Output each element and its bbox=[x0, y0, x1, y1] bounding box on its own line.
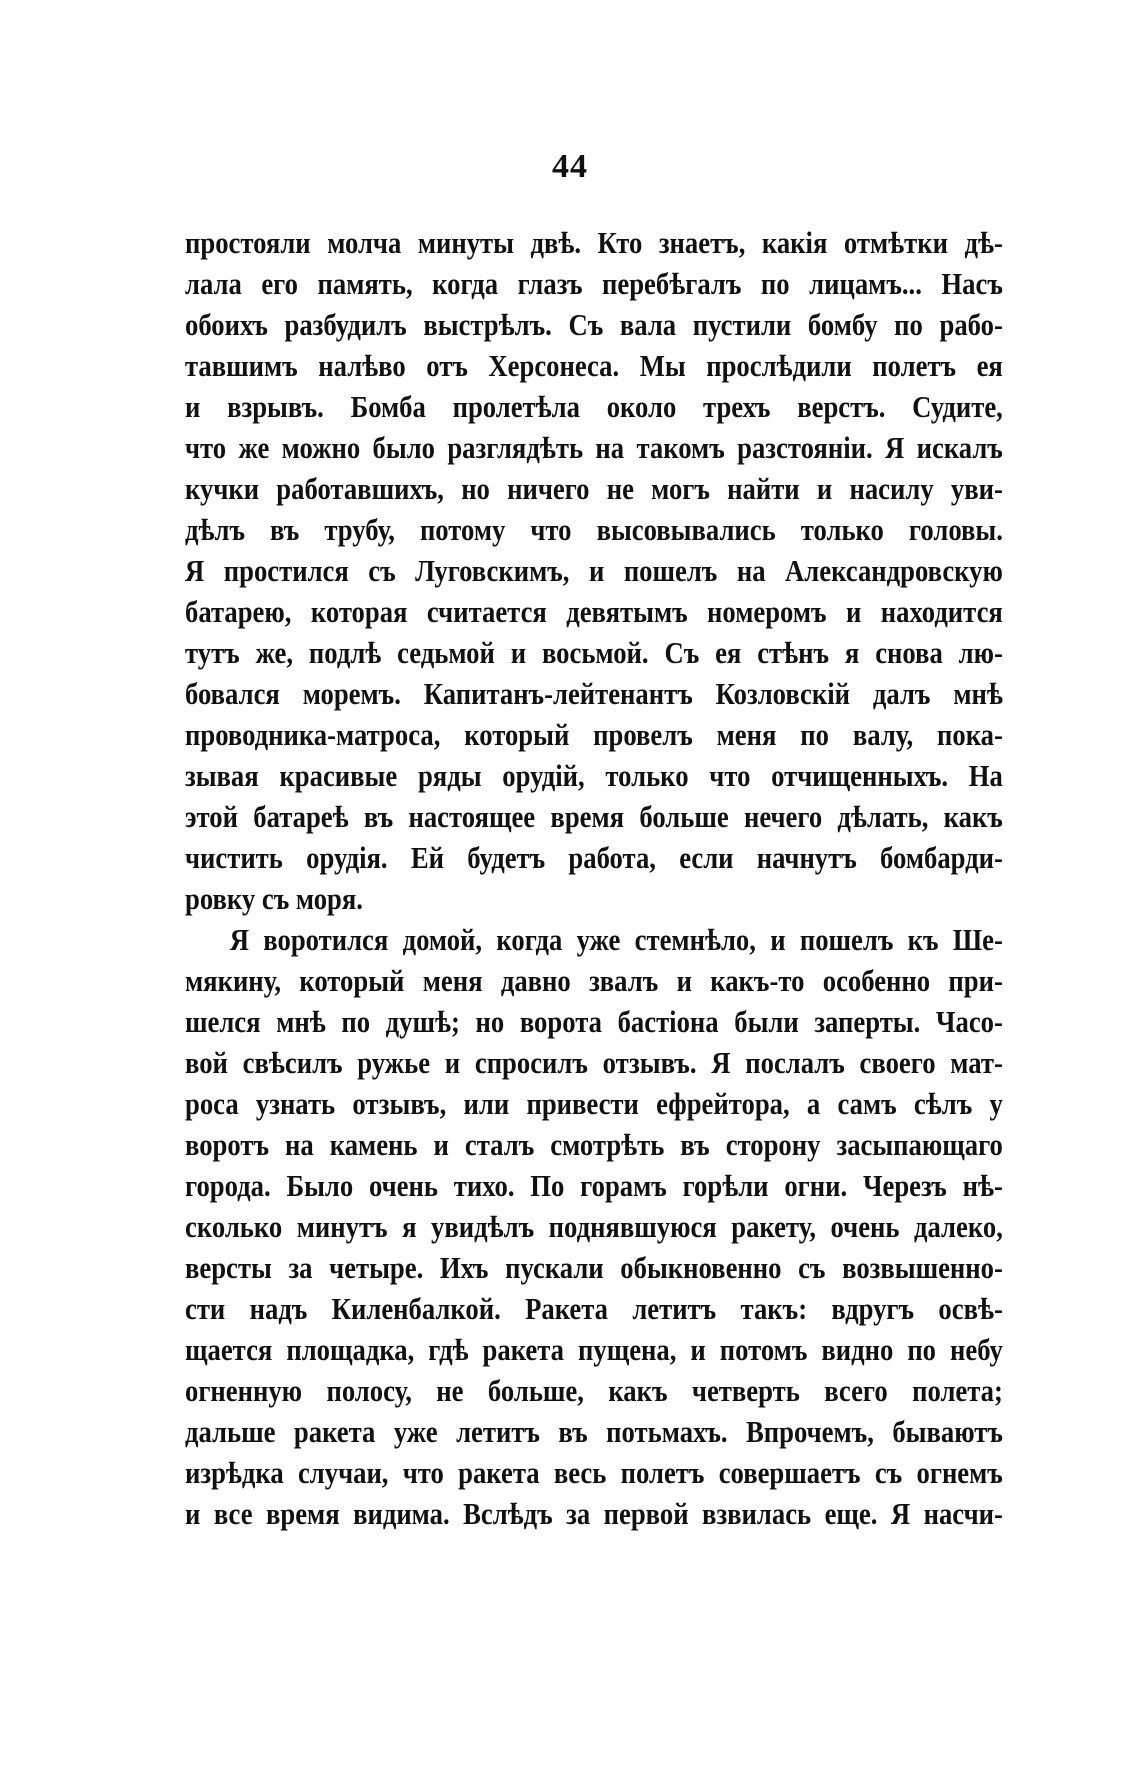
text-line: проводника-матроса, который провелъ меня по валу, пока- bbox=[185, 717, 1003, 752]
text-line: мякину, который меня давно звалъ и какъ-то особенно при- bbox=[185, 963, 1003, 998]
text-line: ровку съ моря. bbox=[185, 881, 363, 916]
text-line: обоихъ разбудилъ выстрѣлъ. Съ вала пустили бомбу по рабо- bbox=[185, 307, 1003, 342]
text-line: тавшимъ налѣво отъ Херсонеса. Мы прослѣдили полетъ ея bbox=[185, 348, 1003, 383]
text-line: простояли молча минуты двѣ. Кто знаетъ, какія отмѣтки дѣ- bbox=[185, 225, 1003, 260]
text-line: вой свѣсилъ ружье и спросилъ отзывъ. Я послалъ своего мат- bbox=[185, 1045, 1003, 1080]
text-line: этой батареѣ въ настоящее время больше нечего дѣлать, какъ bbox=[185, 799, 1003, 834]
text-line: версты за четыре. Ихъ пускали обыкновенно съ возвышенно- bbox=[185, 1250, 1003, 1285]
text-line: и взрывъ. Бомба пролетѣла около трехъ верстъ. Судите, bbox=[185, 389, 1003, 424]
text-line: шелся мнѣ по душѣ; но ворота бастіона были заперты. Часо- bbox=[185, 1004, 1003, 1039]
text-line: тутъ же, подлѣ седьмой и восьмой. Съ ея стѣнъ я снова лю- bbox=[185, 635, 1003, 670]
page-number: 44 bbox=[552, 148, 588, 185]
text-line: бовался моремъ. Капитанъ-лейтенантъ Козловскій далъ мнѣ bbox=[185, 676, 1003, 711]
text-line: сти надъ Киленбалкой. Ракета летитъ такъ: вдругъ освѣ- bbox=[185, 1291, 1003, 1326]
text-line: щается площадка, гдѣ ракета пущена, и потомъ видно по небу bbox=[185, 1332, 1003, 1367]
text-line: роса узнать отзывъ, или привести ефрейтора, а самъ сѣлъ у bbox=[185, 1086, 1003, 1121]
text-line: сколько минутъ я увидѣлъ поднявшуюся ракету, очень далеко, bbox=[185, 1209, 1003, 1244]
text-line: лала его память, когда глазъ перебѣгалъ по лицамъ... Насъ bbox=[185, 266, 1003, 301]
text-line: Я воротился домой, когда уже стемнѣло, и пошелъ къ Ше- bbox=[229, 922, 1003, 957]
text-line: зывая красивые ряды орудій, только что отчищенныхъ. На bbox=[185, 758, 1003, 793]
text-line: дальше ракета уже летитъ въ потьмахъ. Впрочемъ, бываютъ bbox=[185, 1414, 1003, 1449]
text-line: и все время видима. Вслѣдъ за первой взвилась еще. Я насчи- bbox=[185, 1496, 1003, 1531]
text-line: Я простился съ Луговскимъ, и пошелъ на Александровскую bbox=[185, 553, 1003, 588]
text-line: города. Было очень тихо. По горамъ горѣли огни. Черезъ нѣ- bbox=[185, 1168, 1003, 1203]
text-line: кучки работавшихъ, но ничего не могъ найти и насилу уви- bbox=[185, 471, 1003, 506]
body-text bbox=[185, 222, 1003, 1534]
paragraph-1 bbox=[185, 222, 1003, 919]
text-line: чистить орудія. Ей будетъ работа, если начнутъ бомбарди- bbox=[185, 840, 1003, 875]
paragraph-2 bbox=[185, 919, 1003, 1534]
text-line: дѣлъ въ трубу, потому что высовывались только головы. bbox=[185, 512, 1003, 547]
text-line: что же можно было разглядѣть на такомъ разстояніи. Я искалъ bbox=[185, 430, 1003, 465]
text-line: изрѣдка случаи, что ракета весь полетъ совершаетъ съ огнемъ bbox=[185, 1455, 1003, 1490]
text-line: огненную полосу, не больше, какъ четверть всего полета; bbox=[185, 1373, 1003, 1408]
text-line: батарею, которая считается девятымъ номеромъ и находится bbox=[185, 594, 1003, 629]
text-line: воротъ на камень и сталъ смотрѣть въ сторону засыпающаго bbox=[185, 1127, 1003, 1162]
